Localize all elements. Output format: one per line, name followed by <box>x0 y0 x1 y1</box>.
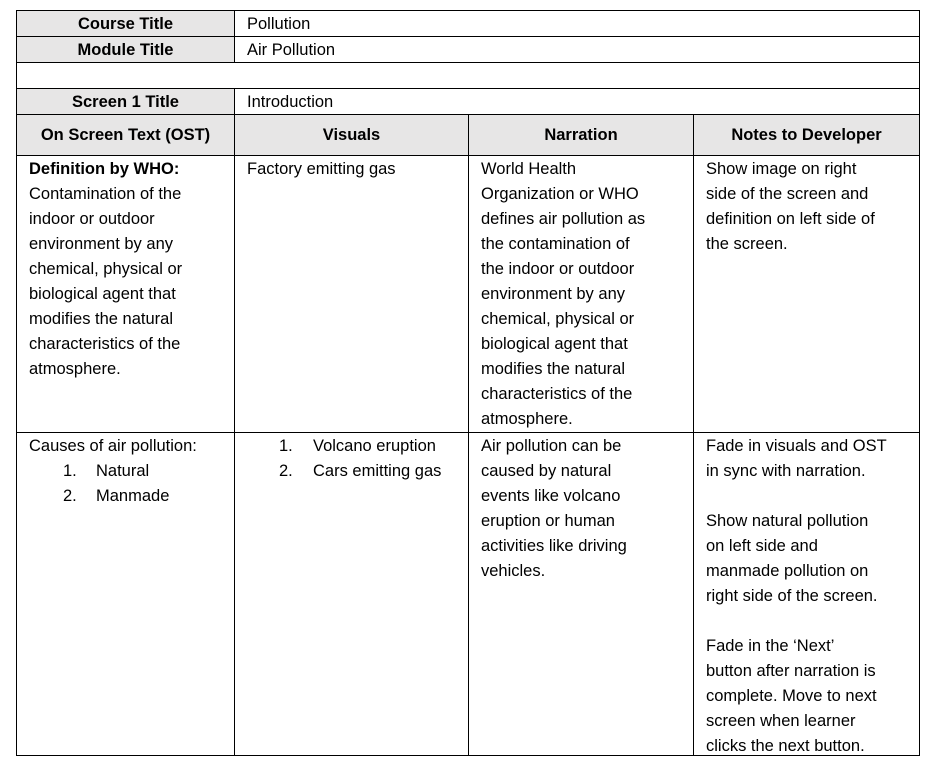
narration-line: the indoor or outdoor <box>481 260 635 278</box>
notes-line: Fade in visuals and OST <box>706 437 887 455</box>
narration-line: chemical, physical or <box>481 310 635 328</box>
notes-line: screen when learner <box>706 712 856 730</box>
column-header-notes: Notes to Developer <box>693 114 920 156</box>
ost-line: indoor or outdoor <box>29 210 155 228</box>
notes-line: manmade pollution on <box>706 562 869 580</box>
column-header-visuals: Visuals <box>234 114 469 156</box>
narration-line: activities like driving <box>481 537 627 555</box>
notes-line: definition on left side of <box>706 210 875 228</box>
narration-line: the contamination of <box>481 235 630 253</box>
column-header-narration: Narration <box>468 114 694 156</box>
course-title-label: Course Title <box>16 10 235 37</box>
ost-line: biological agent that <box>29 285 176 303</box>
screen-title-value: Introduction <box>234 88 920 115</box>
narration-line: events like volcano <box>481 487 621 505</box>
notes-line: Show natural pollution <box>706 512 869 530</box>
ost-list-text: Natural <box>96 462 150 480</box>
narration-line: modifies the natural <box>481 360 625 378</box>
ost-line: modifies the natural <box>29 310 173 328</box>
notes-line: complete. Move to next <box>706 687 877 705</box>
visuals-list-item: 1. Volcano eruption <box>279 437 436 455</box>
ost-line: Contamination of the <box>29 185 182 203</box>
row2-visuals <box>234 432 469 756</box>
notes-line: Show image on right <box>706 160 857 178</box>
row2-narration <box>468 432 694 756</box>
visuals-list-item: 2. Cars emitting gas <box>279 462 442 480</box>
narration-line: eruption or human <box>481 512 615 530</box>
ost-line: atmosphere. <box>29 360 121 378</box>
narration-line: environment by any <box>481 285 625 303</box>
notes-line: on left side and <box>706 537 818 555</box>
narration-line: vehicles. <box>481 562 546 580</box>
notes-line: clicks the next button. <box>706 737 865 755</box>
notes-line: side of the screen and <box>706 185 869 203</box>
ost-list-item: 2. Manmade <box>63 487 170 505</box>
ost-list-text: Manmade <box>96 487 170 505</box>
row2-notes <box>693 432 920 756</box>
row1-narration <box>468 155 694 433</box>
row1-visuals <box>234 155 469 433</box>
row2-ost <box>16 432 235 756</box>
module-title-label: Module Title <box>16 36 235 63</box>
module-title-value: Air Pollution <box>234 36 920 63</box>
narration-line: caused by natural <box>481 462 612 480</box>
notes-line: Fade in the ‘Next’ <box>706 637 835 655</box>
notes-line: the screen. <box>706 235 788 253</box>
narration-line: Air pollution can be <box>481 437 622 455</box>
notes-line: in sync with narration. <box>706 462 866 480</box>
narration-line: World Health <box>481 160 577 178</box>
visuals-list-text: Cars emitting gas <box>313 462 442 480</box>
visuals-list-text: Volcano eruption <box>313 437 436 455</box>
ost-line: environment by any <box>29 235 173 253</box>
row1-notes <box>693 155 920 433</box>
screen-title-label: Screen 1 Title <box>16 88 235 115</box>
row1-ost <box>16 155 235 433</box>
notes-line: right side of the screen. <box>706 587 878 605</box>
ost-definition-heading: Definition by WHO: <box>29 160 180 178</box>
ost-causes-intro: Causes of air pollution: <box>29 437 197 455</box>
ost-line: chemical, physical or <box>29 260 183 278</box>
ost-list-item: 1. Natural <box>63 462 150 480</box>
visuals-text: Factory emitting gas <box>247 160 396 178</box>
spacer-row <box>16 62 920 89</box>
course-title-value: Pollution <box>234 10 920 37</box>
notes-line: button after narration is <box>706 662 876 680</box>
narration-line: biological agent that <box>481 335 628 353</box>
notes-blank-line <box>706 484 919 509</box>
narration-line: atmosphere. <box>481 410 573 428</box>
narration-line: Organization or WHO <box>481 185 639 203</box>
column-header-ost: On Screen Text (OST) <box>16 114 235 156</box>
ost-line: characteristics of the <box>29 335 181 353</box>
narration-line: defines air pollution as <box>481 210 646 228</box>
narration-line: characteristics of the <box>481 385 633 403</box>
notes-blank-line <box>706 609 919 634</box>
